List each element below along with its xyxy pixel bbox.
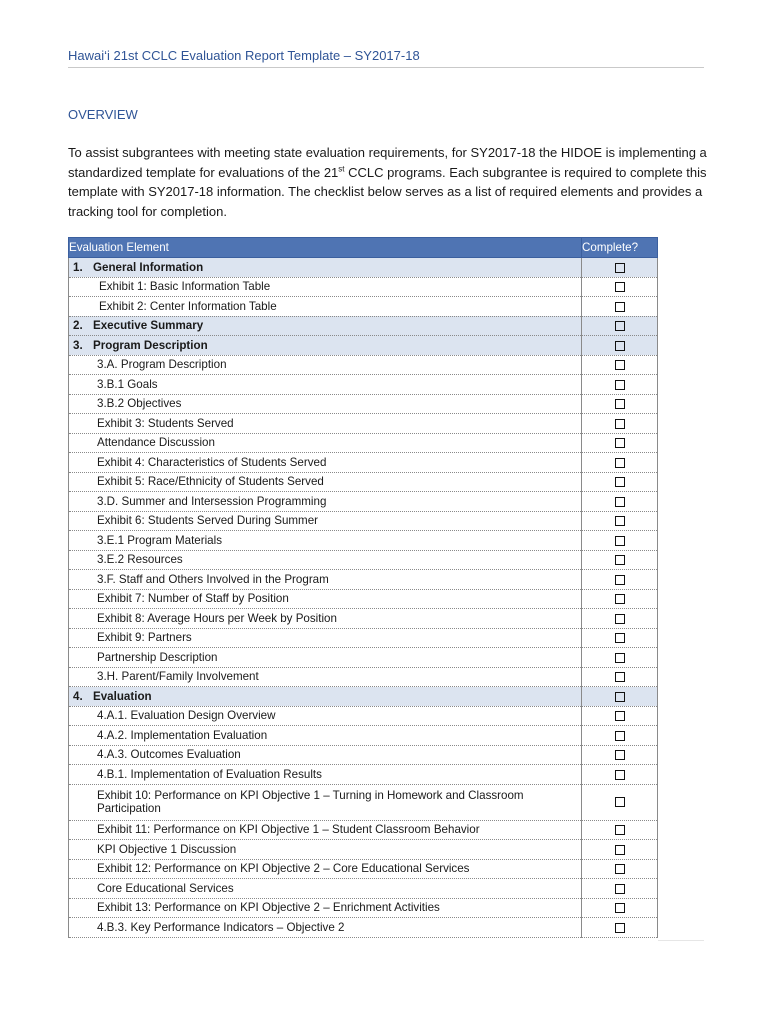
checklist-row	[69, 550, 658, 570]
section-number: 2.	[73, 319, 83, 333]
element-label: Exhibit 4: Characteristics of Students Served	[97, 455, 327, 469]
complete-cell	[582, 492, 658, 512]
element-label: Exhibit 6: Students Served During Summer	[97, 514, 319, 528]
complete-checkbox[interactable]	[615, 497, 625, 507]
complete-checkbox[interactable]	[615, 770, 625, 780]
checklist-row	[69, 745, 658, 765]
complete-checkbox[interactable]	[615, 399, 625, 409]
checklist-row	[69, 784, 658, 820]
complete-cell	[582, 879, 658, 899]
element-cell	[69, 840, 582, 860]
checklist-row	[69, 492, 658, 512]
complete-checkbox[interactable]	[615, 750, 625, 760]
element-label: Partnership Description	[97, 650, 218, 664]
complete-cell	[582, 726, 658, 746]
complete-cell	[582, 570, 658, 590]
section-row	[69, 687, 658, 707]
element-label: KPI Objective 1 Discussion	[97, 842, 237, 856]
complete-cell	[582, 433, 658, 453]
complete-cell	[582, 667, 658, 687]
element-label: Exhibit 9: Partners	[97, 631, 192, 645]
complete-checkbox[interactable]	[615, 360, 625, 370]
complete-cell	[582, 511, 658, 531]
complete-cell	[582, 258, 658, 278]
element-label: Exhibit 10: Performance on KPI Objective 1 – Turning in Homework and Classroom Participation	[97, 789, 524, 815]
element-cell	[69, 765, 582, 785]
evaluation-checklist-table	[68, 237, 658, 938]
complete-checkbox[interactable]	[615, 903, 625, 913]
complete-checkbox[interactable]	[615, 923, 625, 933]
complete-checkbox[interactable]	[615, 825, 625, 835]
complete-checkbox[interactable]	[615, 797, 625, 807]
element-cell	[69, 589, 582, 609]
element-label: 3.A. Program Description	[97, 358, 227, 372]
complete-checkbox[interactable]	[615, 711, 625, 721]
complete-cell	[582, 765, 658, 785]
element-cell	[69, 336, 582, 356]
element-label: Exhibit 13: Performance on KPI Objective 2 – Enrichment Activities	[97, 901, 440, 915]
element-cell	[69, 687, 582, 707]
element-cell	[69, 258, 582, 278]
section-number: 4.	[73, 689, 83, 703]
section-number: 3.	[73, 338, 83, 352]
element-label: Exhibit 2: Center Information Table	[99, 299, 277, 313]
checklist-row	[69, 840, 658, 860]
complete-checkbox[interactable]	[615, 731, 625, 741]
element-cell	[69, 277, 582, 297]
element-label: 4.B.1. Implementation of Evaluation Results	[97, 767, 322, 781]
complete-cell	[582, 531, 658, 551]
element-label: Attendance Discussion	[97, 436, 215, 450]
complete-checkbox[interactable]	[615, 555, 625, 565]
element-label: 3.E.2 Resources	[97, 553, 183, 567]
complete-cell	[582, 840, 658, 860]
element-label: 4.B.3. Key Performance Indicators – Objective 2	[97, 920, 345, 934]
element-label: Core Educational Services	[97, 881, 234, 895]
overview-text-superscript: st	[338, 164, 345, 174]
element-cell	[69, 628, 582, 648]
complete-cell	[582, 820, 658, 840]
complete-checkbox[interactable]	[615, 302, 625, 312]
element-label: Exhibit 8: Average Hours per Week by Position	[97, 611, 337, 625]
complete-checkbox[interactable]	[615, 380, 625, 390]
header-divider	[68, 67, 704, 68]
checklist-row	[69, 765, 658, 785]
complete-cell	[582, 414, 658, 434]
header-complete: Complete?	[582, 238, 658, 258]
element-cell	[69, 745, 582, 765]
header-evaluation-element: Evaluation Element	[69, 238, 582, 258]
checklist-row	[69, 667, 658, 687]
element-label: Exhibit 5: Race/Ethnicity of Students Served	[97, 475, 324, 489]
element-label: Exhibit 3: Students Served	[97, 416, 234, 430]
complete-cell	[582, 784, 658, 820]
checklist-row	[69, 297, 658, 317]
element-cell	[69, 375, 582, 395]
checklist-row	[69, 589, 658, 609]
overview-text-part2: CCLC programs. Each subgrantee is required to complete this template with SY2017-18 information. The checklist below serves as a list of required elements and provides a tracking tool for completion.	[68, 164, 707, 219]
complete-checkbox[interactable]	[615, 864, 625, 874]
complete-cell	[582, 453, 658, 473]
complete-cell	[582, 355, 658, 375]
element-label: 3.F. Staff and Others Involved in the Program	[97, 572, 329, 586]
checklist-row	[69, 511, 658, 531]
element-cell	[69, 648, 582, 668]
complete-checkbox[interactable]	[615, 845, 625, 855]
checklist-row	[69, 355, 658, 375]
checklist-row	[69, 820, 658, 840]
complete-checkbox[interactable]	[615, 419, 625, 429]
complete-cell	[582, 277, 658, 297]
complete-checkbox[interactable]	[615, 263, 625, 273]
complete-cell	[582, 297, 658, 317]
element-cell	[69, 706, 582, 726]
complete-cell	[582, 394, 658, 414]
complete-cell	[582, 375, 658, 395]
element-label: 4.A.1. Evaluation Design Overview	[97, 709, 276, 723]
complete-checkbox[interactable]	[615, 516, 625, 526]
element-label: 4.A.2. Implementation Evaluation	[97, 728, 268, 742]
element-cell	[69, 550, 582, 570]
element-label: 3.B.1 Goals	[97, 377, 158, 391]
element-cell	[69, 531, 582, 551]
element-cell	[69, 667, 582, 687]
complete-checkbox[interactable]	[615, 458, 625, 468]
element-label: 3.B.2 Objectives	[97, 397, 182, 411]
element-cell	[69, 394, 582, 414]
element-cell	[69, 414, 582, 434]
element-cell	[69, 453, 582, 473]
element-cell	[69, 918, 582, 938]
complete-cell	[582, 609, 658, 629]
element-cell	[69, 726, 582, 746]
checklist-row	[69, 414, 658, 434]
checklist-row	[69, 918, 658, 938]
complete-cell	[582, 745, 658, 765]
section-label: Executive Summary	[93, 319, 204, 333]
element-cell	[69, 879, 582, 899]
complete-cell	[582, 472, 658, 492]
checklist-row	[69, 628, 658, 648]
checklist-row	[69, 609, 658, 629]
element-cell	[69, 784, 582, 820]
checklist-row	[69, 472, 658, 492]
complete-cell	[582, 589, 658, 609]
complete-checkbox[interactable]	[615, 672, 625, 682]
element-label: 3.D. Summer and Intersession Programming	[97, 494, 327, 508]
checklist-row	[69, 433, 658, 453]
checklist-row	[69, 277, 658, 297]
element-cell	[69, 472, 582, 492]
complete-cell	[582, 918, 658, 938]
element-cell	[69, 820, 582, 840]
section-label: General Information	[93, 260, 204, 274]
element-cell	[69, 859, 582, 879]
element-label: Exhibit 11: Performance on KPI Objective 1 – Student Classroom Behavior	[97, 823, 480, 837]
checklist-row	[69, 531, 658, 551]
element-cell	[69, 511, 582, 531]
complete-checkbox[interactable]	[615, 438, 625, 448]
complete-cell	[582, 550, 658, 570]
checklist-row	[69, 898, 658, 918]
complete-checkbox[interactable]	[615, 692, 625, 702]
checklist-row	[69, 859, 658, 879]
element-label: 4.A.3. Outcomes Evaluation	[97, 748, 241, 762]
complete-cell	[582, 687, 658, 707]
element-label: Exhibit 1: Basic Information Table	[99, 280, 271, 294]
complete-cell	[582, 706, 658, 726]
checklist-row	[69, 706, 658, 726]
complete-cell	[582, 898, 658, 918]
element-cell	[69, 433, 582, 453]
overview-text-part1: To assist subgrantees with meeting state evaluation requirements, for SY2017-18 the HIDOE is implementing a standardized template for evaluations of the 21	[68, 145, 707, 180]
section-label: Evaluation	[93, 689, 152, 703]
checklist-row	[69, 453, 658, 473]
section-number: 1.	[73, 260, 83, 274]
overview-heading: OVERVIEW	[68, 107, 138, 122]
checklist-row	[69, 879, 658, 899]
complete-checkbox[interactable]	[615, 477, 625, 487]
complete-checkbox[interactable]	[615, 884, 625, 894]
checklist-row	[69, 570, 658, 590]
complete-cell	[582, 336, 658, 356]
section-row	[69, 316, 658, 336]
complete-checkbox[interactable]	[615, 594, 625, 604]
page-header-title: Hawai‘i 21st CCLC Evaluation Report Template – SY2017-18	[68, 48, 420, 63]
element-cell	[69, 355, 582, 375]
section-row	[69, 336, 658, 356]
element-cell	[69, 316, 582, 336]
footer-divider	[658, 940, 704, 941]
checklist-row	[69, 375, 658, 395]
section-row	[69, 258, 658, 278]
complete-checkbox[interactable]	[615, 575, 625, 585]
checklist-row	[69, 726, 658, 746]
table-header-row	[69, 238, 658, 258]
element-label: 3.H. Parent/Family Involvement	[97, 670, 259, 684]
complete-checkbox[interactable]	[615, 633, 625, 643]
element-cell	[69, 609, 582, 629]
complete-checkbox[interactable]	[615, 614, 625, 624]
checklist-row	[69, 394, 658, 414]
complete-checkbox[interactable]	[615, 653, 625, 663]
complete-cell	[582, 316, 658, 336]
element-cell	[69, 570, 582, 590]
complete-cell	[582, 859, 658, 879]
complete-cell	[582, 628, 658, 648]
section-label: Program Description	[93, 338, 208, 352]
complete-checkbox[interactable]	[615, 536, 625, 546]
checklist-body	[69, 258, 658, 938]
element-cell	[69, 297, 582, 317]
element-label: Exhibit 12: Performance on KPI Objective 2 – Core Educational Services	[97, 862, 470, 876]
element-cell	[69, 898, 582, 918]
element-cell	[69, 492, 582, 512]
element-label: Exhibit 7: Number of Staff by Position	[97, 592, 289, 606]
complete-cell	[582, 648, 658, 668]
overview-paragraph	[68, 143, 708, 221]
complete-checkbox[interactable]	[615, 282, 625, 292]
complete-checkbox[interactable]	[615, 321, 625, 331]
checklist-row	[69, 648, 658, 668]
element-label: 3.E.1 Program Materials	[97, 533, 223, 547]
complete-checkbox[interactable]	[615, 341, 625, 351]
